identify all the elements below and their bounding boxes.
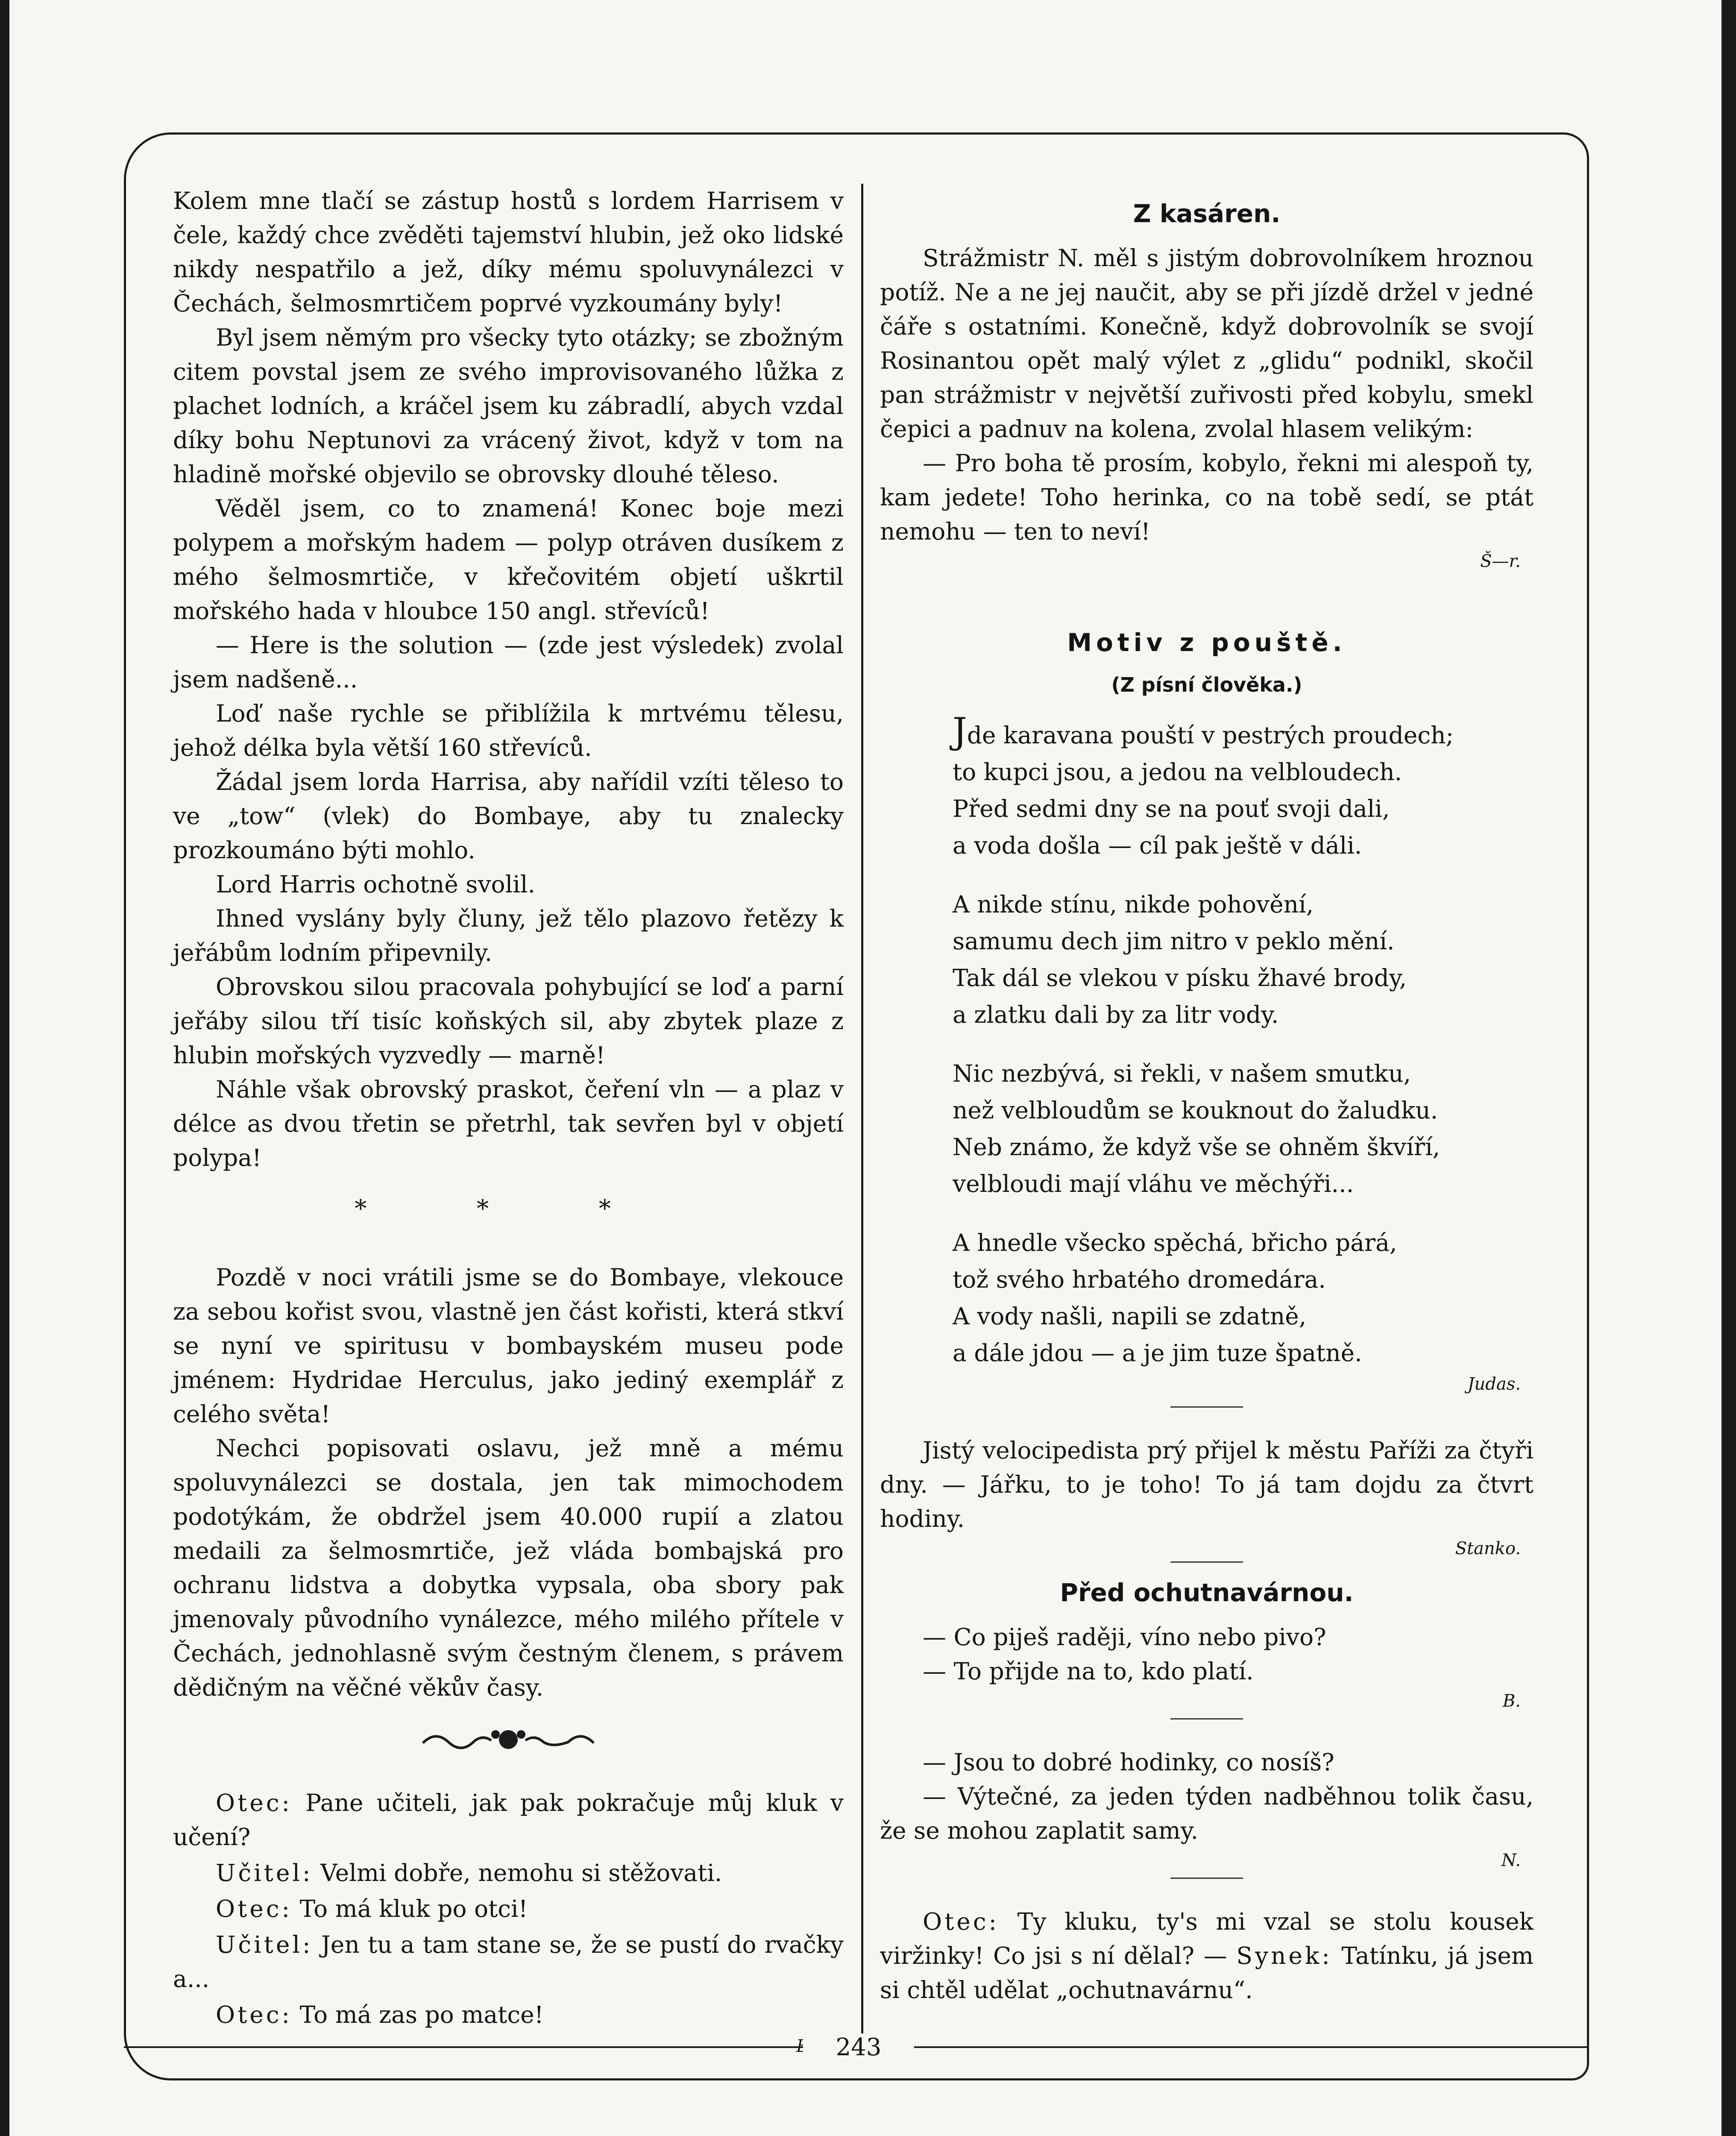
poem-line: Před sedmi dny se na pouť svoji dali, (953, 795, 1390, 822)
anecdote-paragraph: Jistý velocipedista prý přijel k městu Paříži za čtyři dny. — Jářku, to je toho! To já tam dojdu za čtvrt hodiny. (880, 1437, 1534, 1532)
section-stars: * * * (355, 1195, 662, 1223)
poem-line: a voda došla — cíl pak ještě v dáli. (953, 832, 1362, 859)
dialog-speaker: Synek: (1236, 1942, 1332, 1969)
dialog-speaker: Otec: (923, 1908, 1000, 1935)
dialog-line: — Jsou to dobré hodinky, co nosíš? (923, 1749, 1334, 1776)
drop-cap: J (953, 710, 967, 752)
poem-line: než velbloudům se kouknout do žaludku. (953, 1097, 1438, 1124)
poem-line: samumu dech jim nitro v peklo mění. (953, 927, 1395, 955)
dialog-line: — Výtečné, za jeden týden nadběhnou tolik času, že se mohou zaplatit samy. (880, 1783, 1534, 1844)
poem-line: Nic nezbývá, si řekli, v našem smutku, (953, 1060, 1411, 1087)
signature: Judas. (1467, 1374, 1521, 1394)
ornament-divider (419, 1722, 598, 1756)
anecdote-paragraph: Strážmistr N. měl s jistým dobrovolníkem hroznou potíž. Ne a ne jej naučit, aby se při jízdě držel v jedné čáře s ostatními. Konečně, když dobrovolník se svojí Rosinantou opět malý výlet z „glidu“ podnikl, skočil pan strážmistr v největší zuřivosti před kobylu, smekl čepici a padnuv na kolena, zvolal hlasem velikým: (880, 244, 1534, 443)
column-divider (861, 184, 863, 2055)
dialog-otec-ucitel (173, 1786, 844, 2059)
story-paragraph: Věděl jsem, co to znamená! Konec boje mezi polypem a mořským hadem — polyp otráven dusíkem z mého šelmosmrtiče, v křečovitém objetí uškrtil mořského hada v hloubce 150 angl. střevíců! (173, 495, 844, 625)
section-title: Před ochutnavárnou. (1060, 1578, 1354, 1607)
poem-subtitle: (Z písní člověka.) (1111, 673, 1302, 696)
story-paragraph: Kolem mne tlačí se zástup hostů s lordem Harrisem v čele, každý chce zvěděti tajemství hlubin, jež oko lidské nikdy nespatřilo a jež, díky mému spoluvynálezci v Čechách, šelmosmrtičem poprvé vyzkoumány byly! (173, 187, 844, 317)
poem-title: Motiv z pouště. (1067, 628, 1346, 657)
short-rule (1170, 1718, 1243, 1719)
dialog-speaker: Otec: (216, 1789, 293, 1816)
anecdote-paragraph: — Pro boha tě prosím, kobylo, řekni mi alespoň ty, kam jedete! Toho herinka, co na tobě sedí, se ptát nemohu — ten to neví! (880, 449, 1534, 545)
story-paragraph: Nechci popisovati oslavu, jež mně a mému spoluvynálezci se dostala, jen tak mimochodem podotýkám, že obdržel jsem 40.000 rupií a zlatou medaili za šelmosmrtiče, jež vláda bombajská pro ochranu lidstva a dobytka vypsala, oba sbory pak jmenovaly původního vynálezce, mého milého přítele v Čechách, jednohlasně svým čestným členem, s právem dědičným na věčné věkův časy. (173, 1435, 844, 1701)
poem-stanza (953, 710, 1534, 864)
section-title: Z kasáren. (1133, 199, 1281, 228)
poem-line: A nikde stínu, nikde pohovění, (953, 891, 1314, 918)
dialog-line: — Co piješ raději, víno nebo pivo? (923, 1623, 1326, 1651)
footer-rule (914, 2046, 1589, 2048)
story-paragraph: Ihned vyslány byly čluny, jež tělo plazovo řetězy k jeřábům lodním připevnily. (173, 905, 844, 966)
dialog-line: — To přijde na to, kdo platí. (923, 1658, 1254, 1685)
left-column (173, 184, 844, 2059)
dialog-speaker: Otec: (216, 1895, 293, 1922)
page-number: 243 (803, 2033, 914, 2061)
poem-stanza (953, 1224, 1534, 1371)
footer-rule (124, 2046, 803, 2048)
signature: B. (1502, 1691, 1521, 1711)
short-rule (1170, 1406, 1243, 1408)
dialog-speaker: Učitel: (216, 1859, 313, 1887)
dialog-speaker: Otec: (216, 2001, 293, 2028)
story-paragraph: Žádal jsem lorda Harrisa, aby nařídil vzíti těleso to ve „tow“ (vlek) do Bombaye, aby tu znalecky prozkoumáno býti mohlo. (173, 768, 844, 864)
story-paragraph: Pozdě v noci vrátili jsme se do Bombaye, vlekouce za sebou kořist svou, vlastně jen část kořisti, která stkví se nyní ve spiritusu v bombayském museu pode jménem: Hydridae Herculus, jako jediný exemplář z celého světa! (173, 1264, 844, 1428)
poem-line: A vody našli, napili se zdatně, (953, 1303, 1307, 1330)
dialog-text: To má kluk po otci! (292, 1895, 528, 1922)
signature: Stanko. (1455, 1539, 1521, 1558)
signature: Š—r. (1480, 552, 1521, 571)
dialog-text: Velmi dobře, nemohu si stěžovati. (313, 1859, 722, 1887)
anecdote-paragraph (880, 1904, 1534, 2007)
poem-stanza (953, 1055, 1534, 1202)
poem-line: a dále jdou — a je jim tuze špatně. (953, 1339, 1362, 1367)
story-paragraph: Loď naše rychle se přiblížila k mrtvému tělesu, jehož délka byla větší 160 střevíců. (173, 700, 844, 761)
story-paragraph: Lord Harris ochotně svolil. (216, 871, 535, 898)
story-paragraph: Byl jsem němým pro všecky tyto otázky; se zbožným citem povstal jsem ze svého improvisovaného lůžka z plachet lodních, a kráčel jsem ku zábradlí, abych vzdal díky bohu Neptunovi za vrácený život, když v tom na hladině mořské objevilo se obrovsky dlouhé těleso. (173, 324, 844, 488)
poem (953, 710, 1534, 1371)
dialog-text: Jen tu a tam stane se, že se pustí do rvačky a... (173, 1931, 844, 1992)
short-rule (1170, 1561, 1243, 1563)
dialog-speaker: Učitel: (216, 1931, 313, 1958)
poem-line: velbloudi mají vláhu ve měchýři... (953, 1170, 1354, 1197)
story-paragraph: Obrovskou silou pracovala pohybující se loď a parní jeřáby silou tří tisíc koňských sil, aby zbytek plaze z hlubin mořských vyzvedly — marně! (173, 973, 844, 1069)
story-paragraph: Náhle však obrovský praskot, čeření vln — a plaz v délce as dvou třetin se přetrhl, tak sevřen byl v objetí polypa! (173, 1076, 844, 1171)
poem-line: Jde karavana pouští v pestrých proudech; (953, 710, 1454, 752)
poem-stanza (953, 886, 1534, 1033)
poem-line: Tak dál se vlekou v písku žhavé brody, (953, 964, 1407, 992)
story-paragraph: — Here is the solution — (zde jest výsledek) zvolal jsem nadšeně... (173, 631, 844, 693)
right-column (880, 184, 1534, 2007)
poem-line: Neb známo, že když vše se ohněm škvíří, (953, 1133, 1440, 1161)
dialog-text: Ty kluku, ty's mi vzal se stolu kousek viržinky! Co jsi s ní dělal? — (880, 1908, 1534, 1969)
poem-line: tož svého hrbatého dromedára. (953, 1266, 1326, 1293)
poem-line: A hnedle všecko spěchá, břicho párá, (953, 1229, 1397, 1256)
poem-line: to kupci jsou, a jedou na velbloudech. (953, 758, 1402, 786)
short-rule (1170, 1878, 1243, 1879)
dialog-text: Tatínku, já jsem si chtěl udělat „ochutnavárnu“. (880, 1942, 1534, 2004)
dialog-text: Pane učiteli, jak pak pokračuje můj kluk v učení? (173, 1789, 844, 1851)
dialog-text: To má zas po matce! (292, 2001, 544, 2028)
signature: N. (1501, 1851, 1521, 1870)
poem-line: a zlatku dali by za litr vody. (953, 1001, 1279, 1028)
